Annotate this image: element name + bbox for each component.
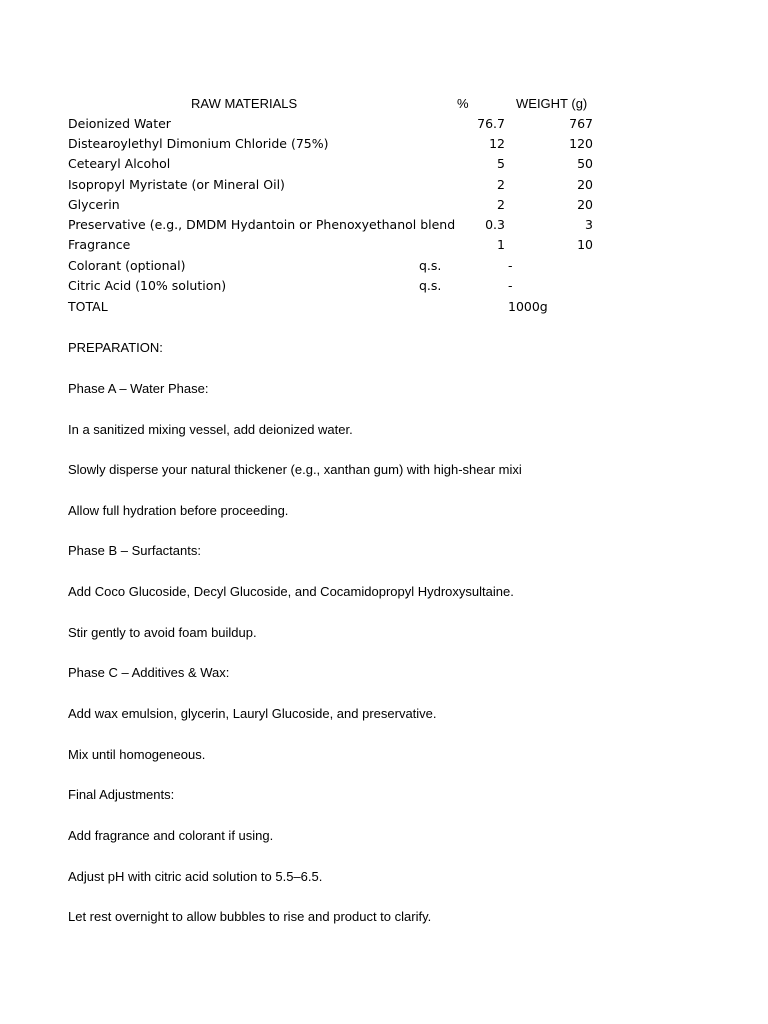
header-percent: % — [457, 96, 469, 111]
material-percent: 0.3 — [485, 217, 505, 232]
instruction-line: Let rest overnight to allow bubbles to rise and product to clarify. — [68, 909, 432, 924]
material-weight: 767 — [569, 116, 593, 131]
material-name: Fragrance — [68, 237, 131, 252]
material-qs: q.s. — [419, 258, 442, 273]
table-row — [0, 276, 768, 296]
material-qs: q.s. — [419, 278, 442, 293]
material-name: Deionized Water — [68, 116, 171, 131]
material-percent: 76.7 — [477, 116, 505, 131]
instruction-line: Mix until homogeneous. — [68, 747, 206, 762]
material-weight: 20 — [577, 197, 593, 212]
preparation-heading: PREPARATION: — [68, 340, 163, 355]
table-row — [0, 256, 768, 276]
material-weight: 10 — [577, 237, 593, 252]
phase-heading: Final Adjustments: — [68, 787, 175, 802]
material-percent: 2 — [497, 177, 505, 192]
instruction-line: Slowly disperse your natural thickener (e.g., xanthan gum) with high-shear mixi — [68, 462, 522, 477]
instruction-line: Add fragrance and colorant if using. — [68, 828, 274, 843]
material-percent: - — [508, 258, 513, 273]
material-name: Citric Acid (10% solution) — [68, 278, 227, 293]
instruction-line: Allow full hydration before proceeding. — [68, 503, 289, 518]
material-name: Preservative (e.g., DMDM Hydantoin or Phenoxyethanol blend — [68, 217, 456, 232]
header-raw-materials: RAW MATERIALS — [191, 96, 298, 111]
instruction-line: Stir gently to avoid foam buildup. — [68, 625, 257, 640]
material-percent: 2 — [497, 197, 505, 212]
total-value: 1000g — [508, 299, 548, 314]
table-row — [0, 195, 768, 215]
phase-heading: Phase C – Additives & Wax: — [68, 665, 230, 680]
table-total-row — [0, 297, 768, 317]
instruction-line: In a sanitized mixing vessel, add deionized water. — [68, 422, 353, 437]
material-name: Colorant (optional) — [68, 258, 186, 273]
instruction-line: Add Coco Glucoside, Decyl Glucoside, and Cocamidopropyl Hydroxysultaine. — [68, 584, 514, 599]
phase-heading: Phase A – Water Phase: — [68, 381, 209, 396]
instruction-line: Add wax emulsion, glycerin, Lauryl Glucoside, and preservative. — [68, 706, 437, 721]
material-weight: 50 — [577, 156, 593, 171]
material-percent: 1 — [497, 237, 505, 252]
header-weight: WEIGHT (g) — [516, 96, 588, 111]
total-label: TOTAL — [68, 299, 108, 314]
table-row — [0, 154, 768, 174]
phase-heading: Phase B – Surfactants: — [68, 543, 201, 558]
table-row — [0, 235, 768, 255]
material-weight: 120 — [569, 136, 593, 151]
table-row — [0, 134, 768, 154]
material-percent: 12 — [489, 136, 505, 151]
material-name: Glycerin — [68, 197, 120, 212]
material-percent: 5 — [497, 156, 505, 171]
material-name: Isopropyl Myristate (or Mineral Oil) — [68, 177, 285, 192]
table-header — [0, 94, 768, 114]
material-weight: 3 — [585, 217, 593, 232]
material-name: Cetearyl Alcohol — [68, 156, 171, 171]
material-percent: - — [508, 278, 513, 293]
material-name: Distearoylethyl Dimonium Chloride (75%) — [68, 136, 329, 151]
material-weight: 20 — [577, 177, 593, 192]
table-row — [0, 175, 768, 195]
table-row — [0, 114, 768, 134]
table-row — [0, 215, 768, 235]
instruction-line: Adjust pH with citric acid solution to 5.5–6.5. — [68, 869, 323, 884]
